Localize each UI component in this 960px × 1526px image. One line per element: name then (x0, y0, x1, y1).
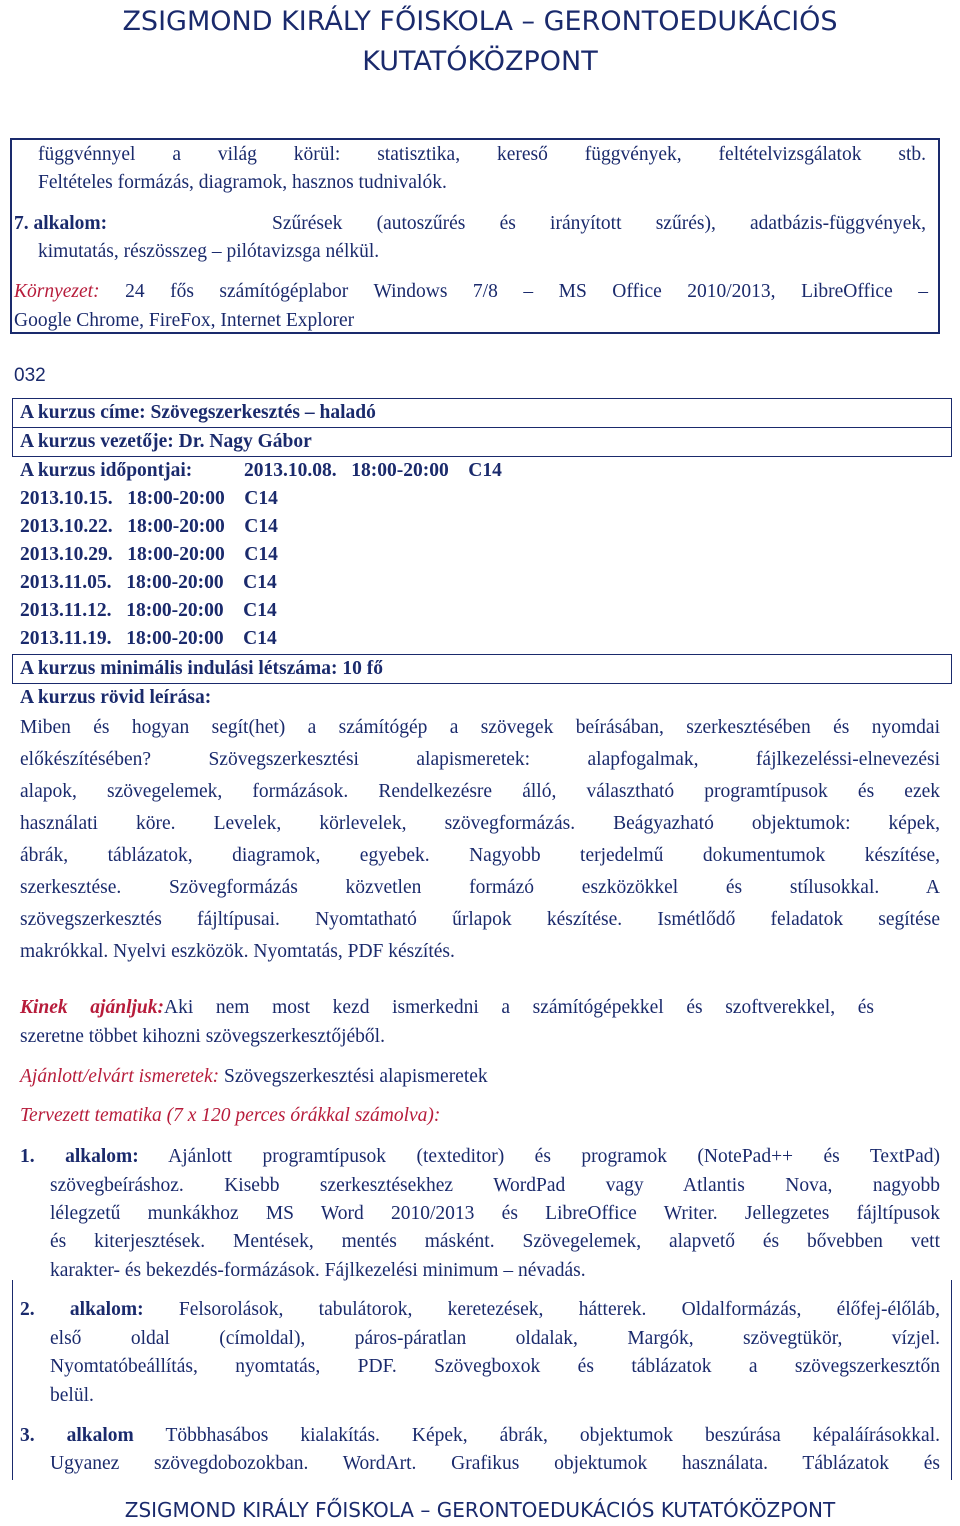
description-label: A kurzus rövid leírása: (20, 687, 212, 708)
session-7-label: 7. alkalom: (14, 213, 108, 234)
room: C14 (244, 488, 278, 509)
room: C14 (468, 460, 502, 481)
description-line: használati köre. Levelek, körlevelek, szövegformázás. Beágyazható objektumok: képek, (20, 813, 940, 834)
time: 18:00-20:00 (351, 460, 449, 481)
description-line: szerkesztése. Szövegformázás közvetlen formázó eszközökkel és stílusokkal. A (20, 877, 940, 898)
environment-line-2: Google Chrome, FireFox, Internet Explorer (14, 310, 355, 331)
date: 2013.10.22. (20, 516, 113, 537)
room: C14 (244, 516, 278, 537)
room: C14 (243, 600, 277, 621)
session-3-label: 3. alkalom (20, 1425, 134, 1446)
target-text: Aki nem most kezd ismerkedni a számítógépekkel és szoftverekkel, és (164, 997, 874, 1018)
session-1-line: és kiterjesztések. Mentések, mentés másként. Szövegelemek, alapvető és bővebben vett (50, 1231, 940, 1252)
session-2-first-line (20, 1296, 940, 1324)
time: 18:00-20:00 (126, 572, 224, 593)
session-3-first-line (20, 1422, 940, 1450)
target-label: Kinek ajánljuk: (20, 997, 164, 1018)
date: 2013.11.12. (20, 600, 112, 621)
prereq-text: Szövegszerkesztési alapismeretek (219, 1066, 488, 1087)
description-line: makrókkal. Nyelvi eszközök. Nyomtatás, PDF készítés. (20, 941, 455, 962)
target-line-2: szeretne többet kihozni szövegszerkesztőjéből. (20, 1026, 385, 1047)
min-participants: A kurzus minimális indulási létszáma: 10 fő (20, 658, 383, 679)
prereq-label: Ajánlott/elvárt ismeretek: (20, 1066, 220, 1087)
date: 2013.10.15. (20, 488, 113, 509)
description-line: alapok, szövegelemek, formázások. Rendelkezésre álló, választható programtípusok és ezek (20, 781, 940, 802)
environment-label: Környezet: (14, 281, 100, 302)
page-footer: ZSIGMOND KIRÁLY FŐISKOLA – GERONTOEDUKÁCIÓS KUTATÓKÖZPONT (124, 1498, 836, 1522)
course-title: A kurzus címe: Szövegszerkesztés – haladó (20, 402, 376, 423)
room: C14 (243, 572, 277, 593)
environment-line-1 (14, 278, 928, 306)
session-1-text: Ajánlott programtípusok (texteditor) és programok (NotePad++ és TextPad) (168, 1146, 940, 1167)
dates-label: A kurzus időpontjai: (20, 460, 193, 481)
date-row-first (244, 457, 502, 485)
description-paragraph (20, 712, 940, 968)
time: 18:00-20:00 (126, 628, 224, 649)
page-header (0, 0, 960, 82)
session-2-line: első oldal (címoldal), páros-páratlan oldalak, Margók, szövegtükör, vízjel. (50, 1328, 940, 1349)
prerequisites (20, 1063, 488, 1091)
time: 18:00-20:00 (127, 516, 225, 537)
date: 2013.10.08. (244, 460, 337, 481)
description-line: Miben és hogyan segít(het) a számítógép a szövegek beírásában, szerkesztésében és nyomdai (20, 717, 940, 738)
date-row (20, 569, 277, 597)
header-line-1: ZSIGMOND KIRÁLY FŐISKOLA – GERONTOEDUKÁCIÓS (122, 6, 838, 37)
environment-text: 24 fős számítógéplabor Windows 7/8 – MS Office 2010/2013, LibreOffice – (99, 281, 928, 302)
date-row (20, 625, 277, 653)
session-1-label: 1. alkalom: (20, 1146, 139, 1167)
session-2-label: 2. alkalom: (20, 1299, 144, 1320)
course-leader: A kurzus vezetője: Dr. Nagy Gábor (20, 431, 312, 452)
session-2-line: belül. (50, 1385, 94, 1406)
date: 2013.11.05. (20, 572, 112, 593)
session-1-line: karakter- és bekezdés-formázások. Fájlkezelési minimum – névadás. (50, 1260, 586, 1281)
top-paragraph-line-2: Feltételes formázás, diagramok, hasznos tudnivalók. (38, 172, 447, 193)
time: 18:00-20:00 (127, 544, 225, 565)
header-line-2: KUTATÓKÖZPONT (362, 46, 598, 77)
session-1-line: szövegbeíráshoz. Kisebb szerkesztésekhez WordPad vagy Atlantis Nova, nagyobb (50, 1175, 940, 1196)
date: 2013.11.19. (20, 628, 112, 649)
date-row (20, 541, 278, 569)
session-3-line: Ugyanez szövegdobozokban. WordArt. Grafikus objektumok használata. Táblázatok és (50, 1453, 940, 1474)
target-line-1 (20, 994, 874, 1022)
description-line: szövegszerkesztés fájltípusai. Nyomtatható űrlapok készítése. Ismétlődő feladatok segítése (20, 909, 940, 930)
top-paragraph-line-1: függvénnyel a világ körül: statisztika, kereső függvények, feltételvizsgálatok stb. (38, 144, 926, 165)
session-1-line: lélegzetű munkákhoz MS Word 2010/2013 és LibreOffice Writer. Jellegzetes fájltípusok (50, 1203, 940, 1224)
date-row (20, 485, 278, 513)
room: C14 (244, 544, 278, 565)
session-7-line-2: kimutatás, részösszeg – pilótavizsga nélkül. (38, 241, 380, 262)
description-line: előkészítésében? Szövegszerkesztési alapismeretek: alapfogalmak, fájlkezeléssi-elnevezési (20, 749, 940, 770)
plan-label: Tervezett tematika (7 x 120 perces órákkal számolva): (20, 1105, 441, 1126)
date-row (20, 513, 278, 541)
course-code: 032 (14, 365, 46, 386)
session-2-text: Felsorolások, tabulátorok, keretezések, hátterek. Oldalformázás, élőfej-élőláb, (178, 1299, 940, 1320)
session-2-line: Nyomtatóbeállítás, nyomtatás, PDF. Szövegboxok és táblázatok a szövegszerkesztőn (50, 1356, 940, 1377)
time: 18:00-20:00 (127, 488, 225, 509)
session-3-text: Többhasábos kialakítás. Képek, ábrák, objektumok beszúrása képaláírásokkal. (165, 1425, 940, 1446)
session-1-first-line (20, 1143, 940, 1171)
time: 18:00-20:00 (126, 600, 224, 621)
room: C14 (243, 628, 277, 649)
date: 2013.10.29. (20, 544, 113, 565)
description-line: ábrák, táblázatok, diagramok, egyebek. Nagyobb terjedelmű dokumentumok készítése, (20, 845, 940, 866)
session-7-text: Szűrések (autoszűrés és irányított szűrés), adatbázis-függvények, (272, 213, 926, 234)
date-row (20, 597, 277, 625)
